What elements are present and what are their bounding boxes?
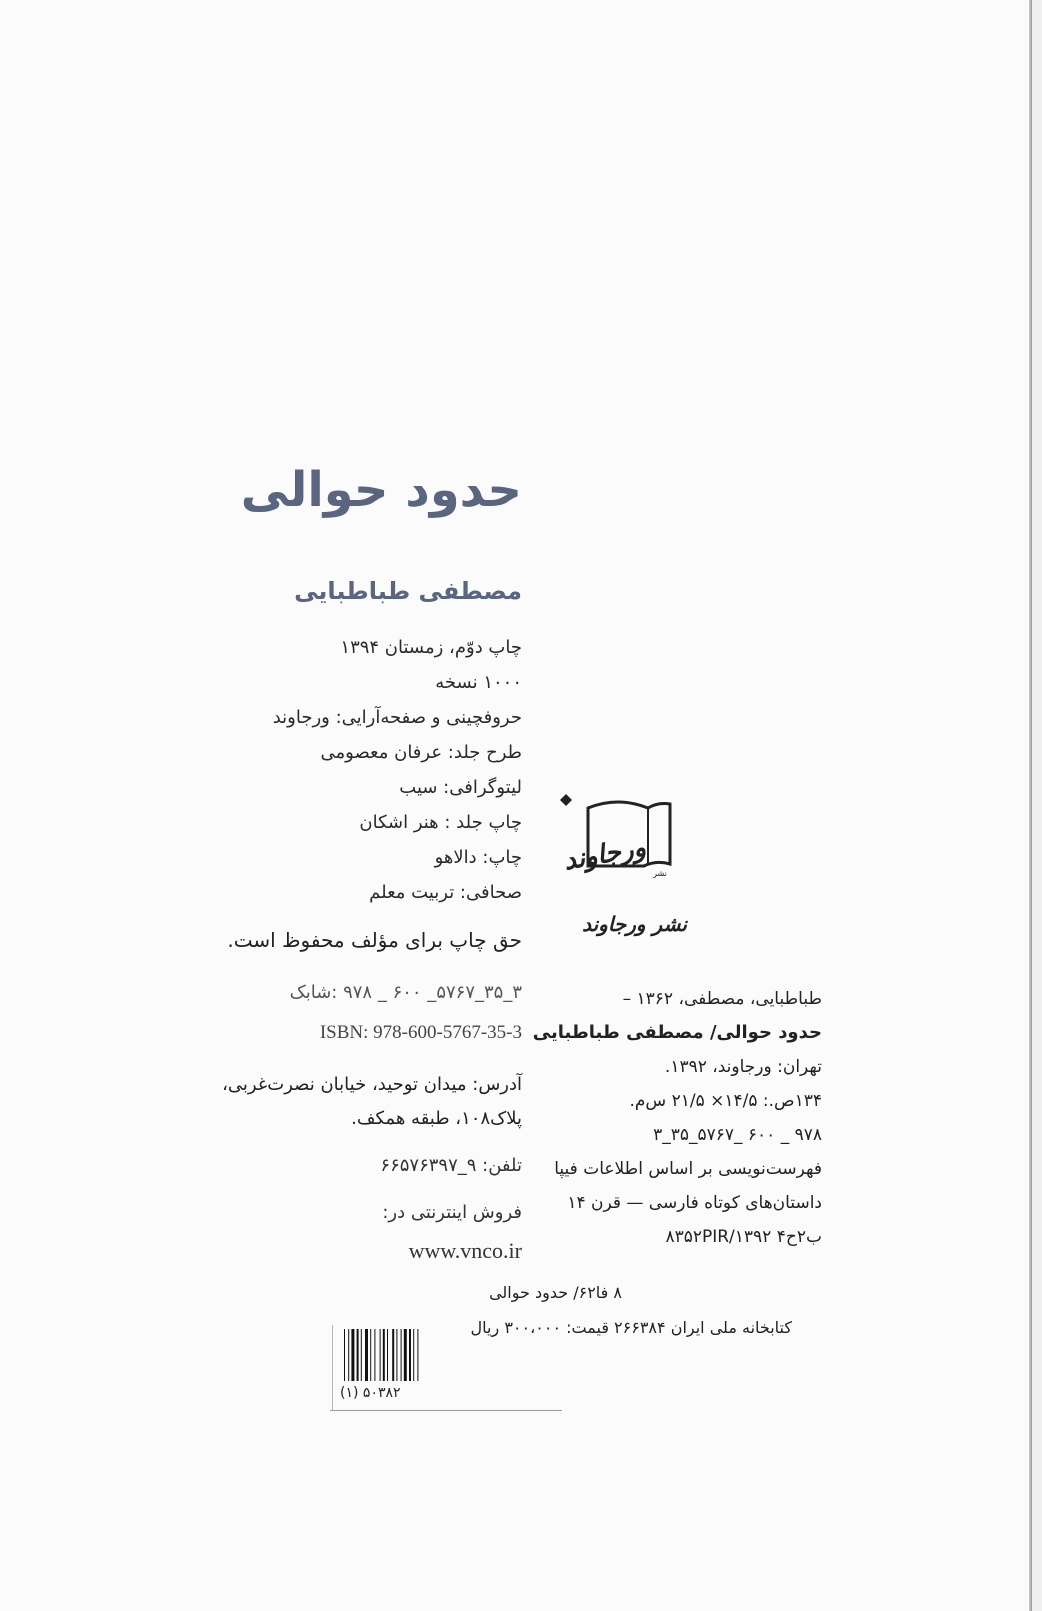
barcode-bar bbox=[374, 1329, 375, 1381]
page-edge-line bbox=[1029, 0, 1032, 1611]
colophon-lithography: لیتوگرافی: سیب bbox=[399, 777, 522, 798]
barcode-bar bbox=[357, 1329, 359, 1381]
barcode-number: ۵۰۳۸۲ (۱) bbox=[340, 1385, 401, 1401]
barcode-bar bbox=[396, 1329, 397, 1381]
isbn-number: ISBN: 978-600-5767-35-3 bbox=[319, 1022, 522, 1043]
colophon-binding: صحافی: تربیت معلم bbox=[369, 882, 522, 903]
barcode-bar bbox=[365, 1329, 368, 1381]
website-url: www.vnco.ir bbox=[408, 1238, 522, 1263]
barcode-bar bbox=[344, 1329, 345, 1381]
publisher-address bbox=[222, 1068, 522, 1136]
publisher-phone: تلفن: ۹_۶۶۵۷۶۳۹۷ bbox=[380, 1155, 522, 1176]
author-name: مصطفی طباطبایی bbox=[294, 577, 522, 605]
barcode-bar bbox=[387, 1329, 388, 1381]
publisher-logo bbox=[548, 794, 678, 886]
barcode-bar bbox=[417, 1329, 418, 1381]
barcode-bar bbox=[351, 1329, 354, 1381]
barcode-bar bbox=[383, 1329, 385, 1381]
colophon-cover-design: طرح جلد: عرفان معصومی bbox=[320, 742, 522, 763]
colophon-typesetting: حروفچینی و صفحه‌آرایی: ورجاوند bbox=[272, 707, 522, 728]
barcode-bar bbox=[370, 1329, 371, 1381]
logo-small-text: نشر bbox=[653, 869, 667, 878]
barcode-bar bbox=[392, 1329, 394, 1381]
barcode-bar bbox=[413, 1329, 414, 1381]
copyright-notice: حق چاپ برای مؤلف محفوظ است. bbox=[227, 928, 522, 952]
cip-line: فهرست‌نویسی بر اساس اطلاعات فیپا bbox=[554, 1159, 822, 1179]
address-line: آدرس: میدان توحید، خیابان نصرت‌غربی، bbox=[222, 1074, 522, 1095]
cip-line: حدود حوالی/ مصطفی طباطبایی bbox=[532, 1022, 822, 1043]
colophon-print-run: ۱۰۰۰ نسخه bbox=[435, 672, 522, 693]
online-sales-label: فروش اینترنتی در: bbox=[382, 1202, 522, 1223]
barcode-bar bbox=[348, 1329, 349, 1381]
cip-line: داستان‌های کوتاه فارسی — قرن ۱۴ bbox=[567, 1193, 822, 1213]
shabak-number: ۳_۳۵_۵۷۶۷_ ۶۰۰ _ ۹۷۸ :شابک bbox=[289, 982, 522, 1003]
barcode-bar bbox=[380, 1329, 381, 1381]
cip-block bbox=[533, 982, 822, 1254]
barcode-bar bbox=[404, 1329, 407, 1381]
barcode-bar bbox=[361, 1329, 362, 1381]
colophon-cover-print: چاپ جلد : هنر اشکان bbox=[359, 812, 522, 833]
cip-line: ۳_۳۵_۵۷۶۷_ ۶۰۰ _ ۹۷۸ bbox=[653, 1125, 822, 1145]
cip-line: تهران: ورجاوند، ۱۳۹۲. bbox=[664, 1057, 822, 1077]
address-line: پلاک۱۰۸، طبقه همکف. bbox=[351, 1108, 522, 1129]
library-price-line: کتابخانه ملی ایران ۲۶۶۳۸۴ قیمت: ۳۰۰،۰۰۰ ریال bbox=[470, 1318, 792, 1337]
colophon-print: چاپ: دالاهو bbox=[434, 847, 522, 868]
sticker-bottom-line bbox=[330, 1410, 562, 1411]
barcode bbox=[340, 1325, 440, 1385]
barcode-bar bbox=[401, 1329, 402, 1381]
cip-line: ۸۳۵۲PIR/ب۲ح۴ ۱۳۹۲ bbox=[665, 1227, 822, 1247]
library-classification: ۸ فا۶۲/ حدود حوالی bbox=[489, 1283, 622, 1302]
logo-text: ورجاوند bbox=[561, 832, 649, 877]
sticker-edge bbox=[332, 1325, 333, 1410]
barcode-bar bbox=[409, 1329, 411, 1381]
colophon-edition: چاپ دوّم، زمستان ۱۳۹۴ bbox=[340, 637, 522, 658]
publisher-name: نشر ورجاوند bbox=[582, 912, 687, 936]
cip-line: ۱۳۴ص.: ۱۴/۵× ۲۱/۵ س‌م. bbox=[629, 1091, 822, 1111]
page-edge-shadow bbox=[1032, 0, 1042, 1611]
book-title: حدود حوالی bbox=[240, 462, 522, 518]
colophon-list bbox=[273, 630, 522, 910]
cip-line: طباطبایی، مصطفی، ۱۳۶۲ – bbox=[622, 989, 822, 1009]
